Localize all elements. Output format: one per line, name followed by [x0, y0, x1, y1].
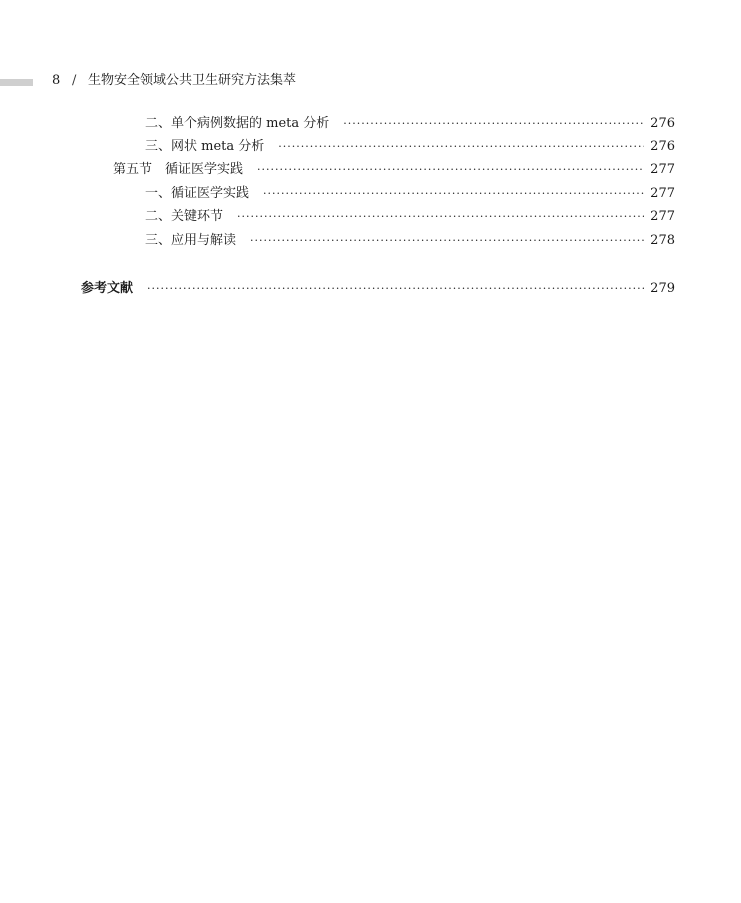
header-separator: / — [72, 73, 77, 88]
page-number: 8 — [52, 73, 61, 88]
toc-entry[interactable] — [145, 184, 675, 204]
toc-entry[interactable] — [145, 137, 675, 157]
toc-entry-label: 参考文献 — [81, 281, 134, 296]
running-header — [52, 72, 296, 90]
toc-entry[interactable] — [145, 114, 675, 134]
toc-entry-page: 277 — [650, 186, 675, 201]
toc-leader-dots — [263, 184, 644, 204]
toc-entry-page: 277 — [650, 209, 675, 224]
toc-entry[interactable] — [145, 231, 675, 251]
toc-entry-label: 第五节 循证医学实践 — [113, 162, 244, 177]
toc-leader-dots — [147, 279, 644, 299]
toc-references-entry[interactable] — [81, 279, 675, 299]
toc-leader-dots — [250, 231, 644, 251]
toc-entry-page: 276 — [650, 139, 675, 154]
toc-entry-label: 三、应用与解读 — [145, 233, 237, 248]
toc-entry-page: 279 — [650, 281, 675, 296]
toc-leader-dots — [343, 114, 644, 134]
toc-section-entry[interactable] — [113, 160, 675, 180]
book-title: 生物安全领域公共卫生研究方法集萃 — [88, 73, 297, 88]
toc-leader-dots — [257, 160, 644, 180]
toc-entry-label: 一、循证医学实践 — [145, 186, 250, 201]
toc-entry-label: 三、网状 meta 分析 — [145, 139, 265, 154]
toc-entry[interactable] — [145, 207, 675, 227]
toc-entry-label: 二、单个病例数据的 meta 分析 — [145, 116, 330, 131]
toc-leader-dots — [237, 207, 644, 227]
header-accent-bar — [0, 79, 33, 86]
toc-leader-dots — [278, 137, 644, 157]
toc-entry-page: 277 — [650, 162, 675, 177]
toc-entry-label: 二、关键环节 — [145, 209, 224, 224]
toc-entry-page: 276 — [650, 116, 675, 131]
toc-entry-page: 278 — [650, 233, 675, 248]
